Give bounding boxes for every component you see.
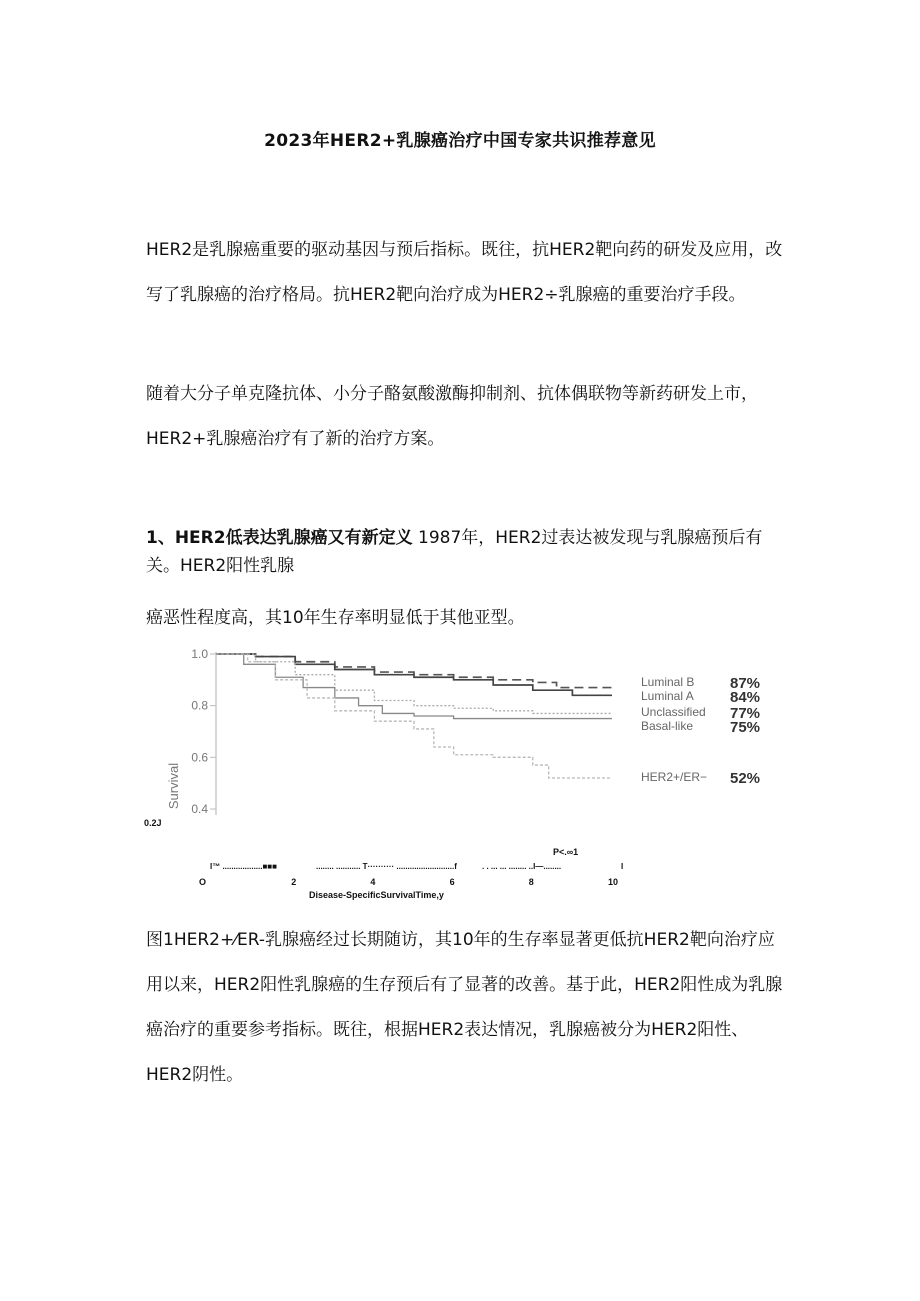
section-1-text: 1987年，HER2过表达被发现与乳腺癌预后有关。HER2阳性乳腺	[146, 528, 763, 576]
series-label: Luminal A	[641, 689, 694, 703]
y-tick-label: 0.4	[191, 802, 208, 816]
x-tick-label: 10	[608, 877, 619, 887]
section-1-paragraph	[146, 524, 786, 580]
document-title: 2023年HER2+乳腺癌治疗中国专家共识推荐意见	[264, 131, 656, 151]
x-axis-ocr-3: . . ... ... ........ ..I—........	[482, 862, 562, 871]
section-1-heading: 1、HER2低表达乳腺癌又有新定义	[146, 528, 413, 548]
intro-paragraph: HER2是乳腺癌重要的驱动基因与预后指标。既往，抗HER2靶向药的研发及应用，改写了乳腺癌的治疗格局。抗HER2靶向治疗成为HER2÷乳腺癌的重要治疗手段。	[146, 240, 783, 305]
x-tick-label: 2	[291, 877, 297, 887]
series-label: HER2+/ER−	[641, 770, 708, 784]
y-tick-label: 0.6	[191, 750, 208, 765]
y-tick-label: 1.0	[191, 647, 208, 661]
y-axis-label: Survival	[166, 762, 181, 810]
x-axis-label: Disease-SpecificSurvivalTime,y	[309, 890, 444, 900]
survival-curve-unclassified	[216, 654, 612, 713]
x-axis-ocr-1: I™ ..................■■■	[210, 862, 277, 871]
survival-curve-basal-like	[216, 654, 612, 719]
x-axis-ocr-2: ........ ........... T·········· ..........................f	[316, 862, 457, 871]
figure-caption-paragraph: 图1HER2+⁄ER-乳腺癌经过长期随访，其10年的生存率显著更低抗HER2靶向治疗应用以来，HER2阳性乳腺癌的生存预后有了显著的改善。基于此，HER2阳性成为乳腺癌治疗的重要参考指标。既往，根据HER2表达情况，乳腺癌被分为HER2阳性、HER2阴性。	[146, 930, 783, 1085]
survival-paragraph: 癌恶性程度高，其10年生存率明显低于其他亚型。	[146, 608, 525, 628]
x-tick-label: 4	[370, 877, 376, 887]
plot-area	[191, 647, 760, 887]
series-percent: 75%	[730, 719, 761, 736]
series-percent: 87%	[730, 675, 761, 692]
series-percent: 77%	[730, 705, 761, 722]
x-tick-label: 8	[528, 877, 534, 887]
series-percent: 84%	[730, 689, 761, 706]
x-tick-label: O	[199, 877, 207, 887]
series-label: Luminal B	[641, 675, 695, 689]
series-percent: 52%	[730, 770, 761, 787]
y-extra-label: 0.2J	[144, 818, 162, 828]
survival-chart	[140, 640, 800, 900]
y-tick-label: 0.8	[191, 698, 208, 713]
new-drugs-paragraph: 随着大分子单克隆抗体、小分子酪氨酸激酶抑制剂、抗体偶联物等新药研发上市，HER2+乳腺癌治疗有了新的治疗方案。	[146, 384, 758, 449]
x-axis-ocr-4: I	[621, 862, 624, 871]
x-tick-label: 6	[449, 877, 455, 887]
p-value: P<.∞1	[553, 847, 579, 857]
series-label: Basal-like	[641, 719, 694, 733]
series-label: Unclassified	[641, 705, 706, 719]
